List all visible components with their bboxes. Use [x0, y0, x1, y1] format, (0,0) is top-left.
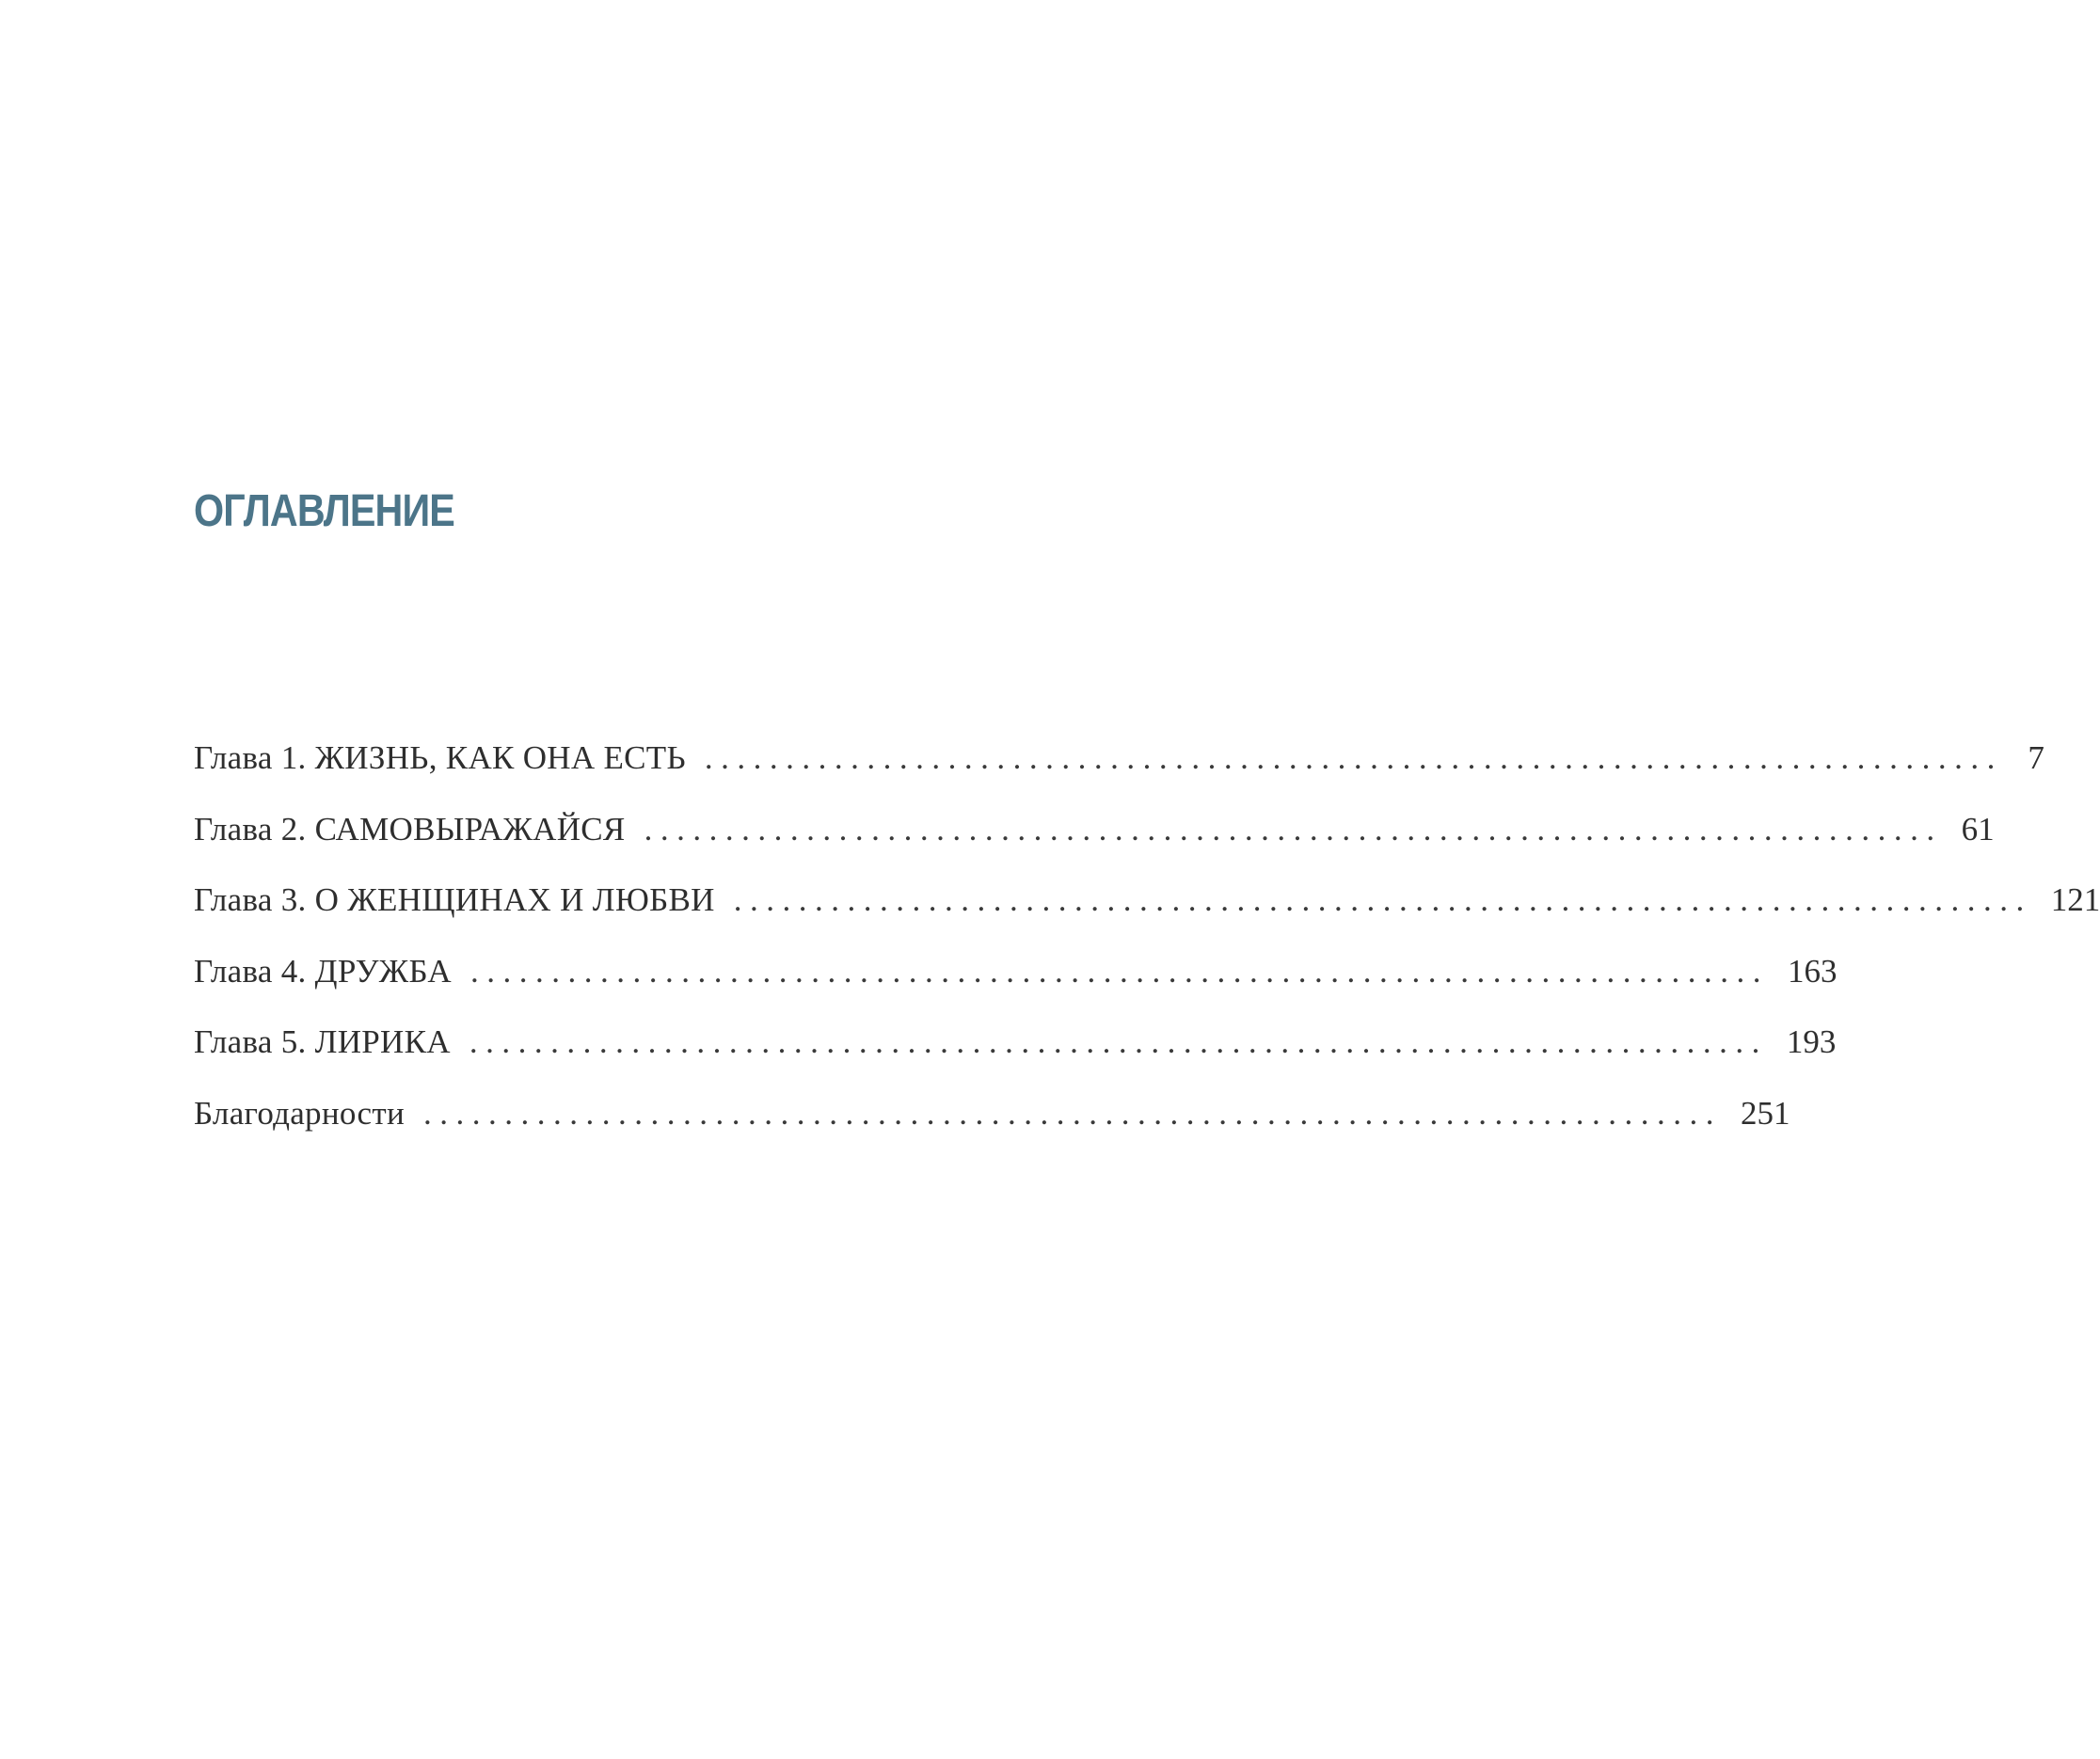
dot-leader: ................................................................................ [644, 810, 1943, 848]
toc-entry-page: 163 [1787, 952, 1838, 990]
toc-entry-label: Глава 1. ЖИЗНЬ, КАК ОНА ЕСТЬ [194, 739, 686, 776]
table-of-contents [194, 734, 2100, 1160]
page-title: ОГЛАВЛЕНИЕ [194, 486, 454, 536]
toc-entry-label: Глава 3. О ЖЕНЩИНАХ И ЛЮБВИ [194, 881, 715, 918]
toc-entry [194, 1089, 1790, 1161]
toc-entry [194, 876, 2100, 947]
toc-entry-page: 7 [2028, 739, 2044, 776]
dot-leader: ................................................................................ [469, 952, 1769, 990]
toc-entry-page: 193 [1786, 1023, 1837, 1060]
toc-entry-label: Глава 4. ДРУЖБА [194, 952, 452, 990]
toc-entry [194, 947, 1838, 1019]
toc-entry-page: 251 [1741, 1094, 1790, 1132]
dot-leader: ................................................................................ [423, 1094, 1723, 1132]
toc-entry-page: 61 [1961, 810, 1995, 848]
toc-entry [194, 1018, 1837, 1089]
toc-entry-page: 121 [2050, 881, 2100, 918]
toc-entry [194, 805, 1995, 877]
dot-leader: ................................................................................ [704, 739, 2003, 776]
toc-entry-label: Глава 5. ЛИРИКА [194, 1023, 451, 1060]
toc-entry-label: Благодарности [194, 1094, 406, 1132]
toc-entry-label: Глава 2. САМОВЫРАЖАЙСЯ [194, 810, 626, 848]
dot-leader: ................................................................................ [469, 1023, 1768, 1060]
toc-entry [194, 734, 2044, 805]
dot-leader: ................................................................................ [733, 881, 2032, 918]
